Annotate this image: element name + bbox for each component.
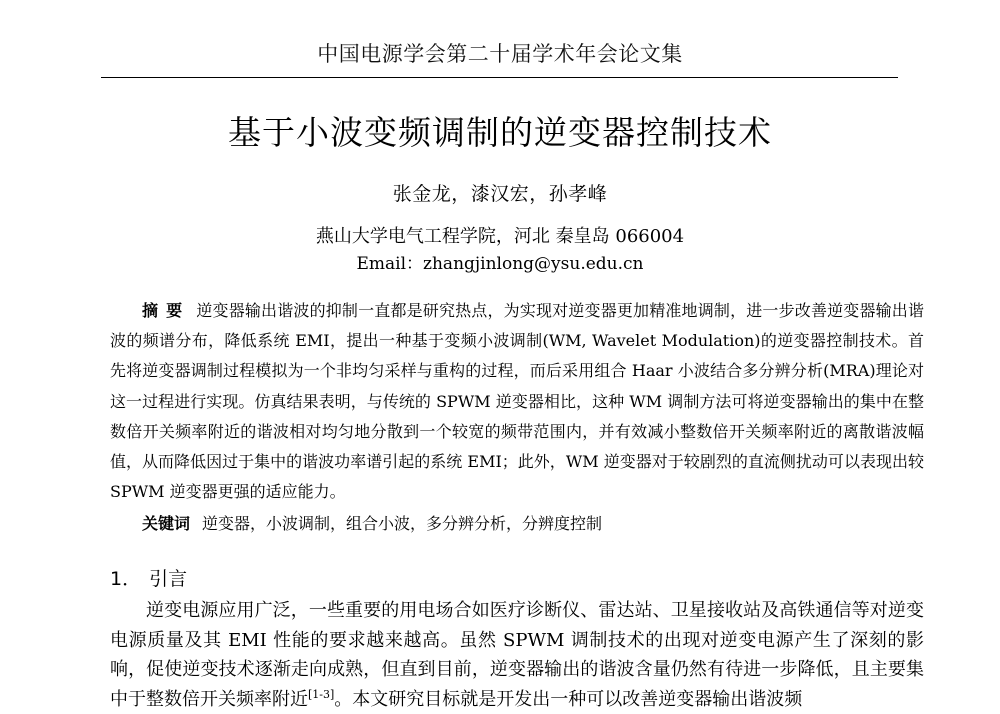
paper-email: Email：zhangjinlong@ysu.edu.cn [356,254,644,274]
keywords-label: 关键词 [142,514,191,533]
abstract-text: 逆变器输出谐波的抑制一直都是研究热点，为实现对逆变器更加精准地调制，进一步改善逆变器输出谐波的频谱分布，降低系统 EMI，提出一种基于变频小波调制(WM, Wavelet Modulation)的逆变器控制技术。首先将逆变器调制过程模拟为一个非均匀采样与重构的过程，而后采用组合 Haar 小波结合多分辨分析(MRA)理论对这一过程进行实现。仿真结果表明，与传统的 SPWM 逆变器相比，这种 WM 调制方法可将逆变器输出的集中在整数倍开关频率附近的谐波相对均匀地分散到一个较宽的频带范围内，并有效减小整数倍开关频率附近的离散谐波幅值，从而降低因过于集中的谐波功率谱引起的系统 EMI；此外，WM 逆变器对于较剧烈的直流侧扰动可以表现出较 SPWM 逆变器更强的适应能力。 [110,301,924,502]
header-rule [101,77,898,78]
section-heading [110,566,187,592]
section-number: 1． [110,568,142,590]
intro-text-continued: 。本文研究目标就是开发出一种可以改善逆变器输出谐波频 [334,688,803,710]
keywords-text: 逆变器，小波调制，组合小波，多分辨分析，分辨度控制 [202,514,603,533]
paper-title: 基于小波变频调制的逆变器控制技术 [228,113,772,152]
paper-affiliation: 燕山大学电气工程学院，河北 秦皇岛 066004 [315,226,685,247]
citation-reference: [1-3] [308,687,335,701]
paper-authors: 张金龙，漆汉宏，孙孝峰 [392,183,608,205]
running-header: 中国电源学会第二十届学术年会论文集 [317,42,683,66]
abstract-paragraph [110,296,924,507]
abstract-label: 摘要 [142,301,191,320]
section-title: 引言 [149,568,188,590]
intro-paragraph [110,596,924,714]
intro-text: 逆变电源应用广泛，一些重要的用电场合如医疗诊断仪、雷达站、卫星接收站及高铁通信等对逆变电源质量及其 EMI 性能的要求越来越高。虽然 SPWM 调制技术的出现对逆变电源产生了深刻的影响，促使逆变技术逐渐走向成熟，但直到目前，逆变器输出的谐波含量仍然有待进一步降低，且主要集中于整数倍开关频率附近 [110,600,924,710]
keywords-line [142,513,924,535]
